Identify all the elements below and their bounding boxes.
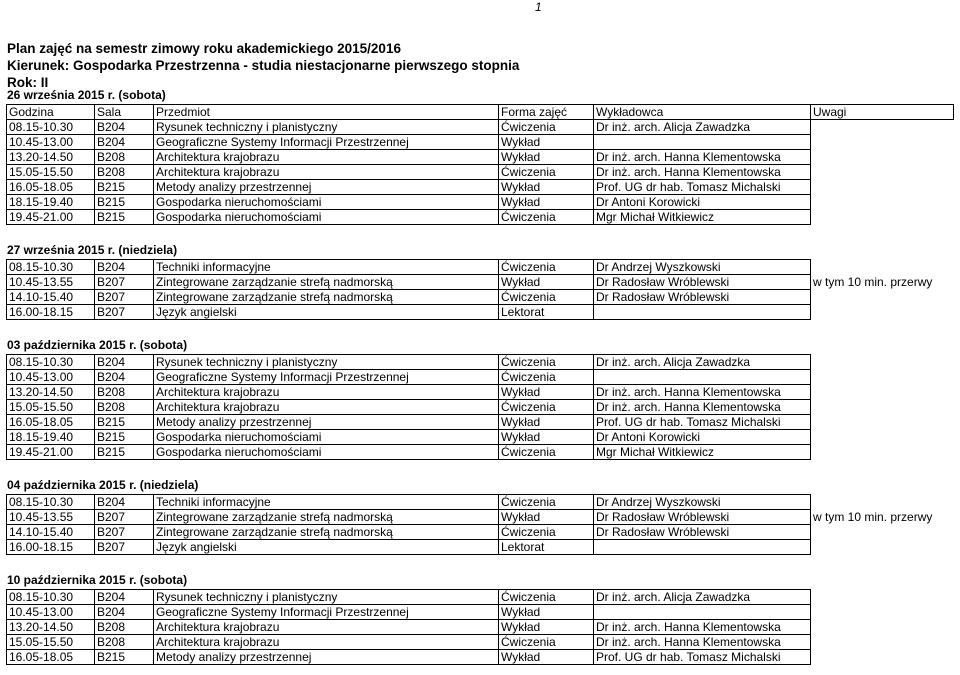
subject-cell: Rysunek techniczny i planistyczny [154,120,499,135]
room-cell: B207 [95,525,154,540]
notes-cell [811,150,954,165]
time-cell: 08.15-10.30 [7,590,95,605]
subject-cell: Architektura krajobrazu [154,385,499,400]
schedule-table [6,494,954,555]
time-cell: 10.45-13.55 [7,510,95,525]
lecturer-cell: Prof. UG dr hab. Tomasz Michalski [594,415,811,430]
notes-cell [811,120,954,135]
class-type-cell: Ćwiczenia [499,590,594,605]
page-number: 1 [535,0,542,14]
notes-cell [811,290,954,305]
table-row [7,385,954,400]
room-cell: B215 [95,180,154,195]
room-cell: B208 [95,165,154,180]
subject-cell: Zintegrowane zarządzanie strefą nadmorską [154,525,499,540]
class-type-cell: Ćwiczenia [499,210,594,225]
table-row [7,180,954,195]
class-type-cell: Ćwiczenia [499,355,594,370]
class-type-cell: Lektorat [499,305,594,320]
schedule-day-section [6,87,954,225]
time-cell: 10.45-13.55 [7,275,95,290]
room-cell: B215 [95,430,154,445]
table-row [7,165,954,180]
class-type-cell: Wykład [499,650,594,665]
time-cell: 16.00-18.15 [7,305,95,320]
table-row [7,150,954,165]
subject-cell: Geograficzne Systemy Informacji Przestrzennej [154,605,499,620]
table-row [7,400,954,415]
subject-cell: Geograficzne Systemy Informacji Przestrzennej [154,135,499,150]
subject-cell: Metody analizy przestrzennej [154,415,499,430]
room-cell: B204 [95,590,154,605]
time-cell: 16.05-18.05 [7,650,95,665]
lecturer-cell [594,135,811,150]
day-heading: 04 października 2015 r. (niedziela) [7,478,199,492]
subject-cell: Gospodarka nieruchomościami [154,210,499,225]
room-cell: B204 [95,260,154,275]
lecturer-cell: Prof. UG dr hab. Tomasz Michalski [594,180,811,195]
notes-cell [811,635,954,650]
notes-cell [811,180,954,195]
lecturer-cell: Dr Radosław Wróblewski [594,275,811,290]
time-cell: 19.45-21.00 [7,210,95,225]
document-header [7,40,519,91]
subject-cell: Zintegrowane zarządzanie strefą nadmorską [154,290,499,305]
table-row [7,210,954,225]
day-heading: 03 października 2015 r. (sobota) [7,338,188,352]
lecturer-cell: Dr Antoni Korowicki [594,430,811,445]
room-cell: B207 [95,305,154,320]
table-row [7,605,954,620]
room-cell: B215 [95,445,154,460]
subject-cell: Język angielski [154,540,499,555]
time-cell: 10.45-13.00 [7,605,95,620]
class-type-cell: Ćwiczenia [499,400,594,415]
lecturer-cell: Mgr Michał Witkiewicz [594,445,811,460]
room-cell: B204 [95,370,154,385]
schedule-table [6,589,954,665]
time-cell: 15.05-15.50 [7,400,95,415]
table-row [7,415,954,430]
notes-cell [811,210,954,225]
class-type-cell: Lektorat [499,540,594,555]
lecturer-cell: Dr inż. arch. Hanna Klementowska [594,635,811,650]
subject-cell: Gospodarka nieruchomościami [154,445,499,460]
notes-cell [811,525,954,540]
time-cell: 13.20-14.50 [7,150,95,165]
notes-cell [811,355,954,370]
class-type-cell: Wykład [499,150,594,165]
lecturer-cell [594,605,811,620]
notes-cell [811,195,954,210]
class-type-cell: Wykład [499,510,594,525]
table-row [7,135,954,150]
schedule-day-section [6,572,954,665]
time-cell: 13.20-14.50 [7,385,95,400]
lecturer-cell: Mgr Michał Witkiewicz [594,210,811,225]
notes-cell [811,445,954,460]
header-title: Plan zajęć na semestr zimowy roku akademickiego 2015/2016 [7,41,401,56]
class-type-cell: Wykład [499,605,594,620]
schedule-day-section [6,337,954,460]
table-row [7,540,954,555]
schedule-day-section [6,242,954,320]
time-cell: 19.45-21.00 [7,445,95,460]
lecturer-cell: Dr Andrzej Wyszkowski [594,260,811,275]
room-cell: B207 [95,290,154,305]
room-cell: B215 [95,210,154,225]
room-cell: B208 [95,150,154,165]
time-cell: 08.15-10.30 [7,260,95,275]
header-field-of-study: Kierunek: Gospodarka Przestrzenna - studia niestacjonarne pierwszego stopnia [7,58,520,73]
table-row [7,305,954,320]
column-header: Godzina [7,105,95,120]
class-type-cell: Ćwiczenia [499,635,594,650]
notes-cell: w tym 10 min. przerwy [811,275,954,290]
notes-cell [811,415,954,430]
subject-cell: Zintegrowane zarządzanie strefą nadmorską [154,275,499,290]
lecturer-cell: Dr Antoni Korowicki [594,195,811,210]
room-cell: B208 [95,400,154,415]
lecturer-cell: Dr Andrzej Wyszkowski [594,495,811,510]
table-row [7,635,954,650]
class-type-cell: Wykład [499,620,594,635]
subject-cell: Techniki informacyjne [154,260,499,275]
time-cell: 08.15-10.30 [7,355,95,370]
time-cell: 14.10-15.40 [7,290,95,305]
lecturer-cell: Prof. UG dr hab. Tomasz Michalski [594,650,811,665]
lecturer-cell: Dr Radosław Wróblewski [594,510,811,525]
subject-cell: Gospodarka nieruchomościami [154,195,499,210]
time-cell: 08.15-10.30 [7,120,95,135]
time-cell: 18.15-19.40 [7,430,95,445]
table-row [7,195,954,210]
notes-cell [811,165,954,180]
time-cell: 10.45-13.00 [7,135,95,150]
table-row [7,355,954,370]
time-cell: 08.15-10.30 [7,495,95,510]
column-header: Przedmiot [154,105,499,120]
class-type-cell: Wykład [499,195,594,210]
time-cell: 13.20-14.50 [7,620,95,635]
lecturer-cell: Dr inż. arch. Alicja Zawadzka [594,590,811,605]
room-cell: B208 [95,635,154,650]
lecturer-cell [594,370,811,385]
lecturer-cell: Dr Radosław Wróblewski [594,525,811,540]
time-cell: 10.45-13.00 [7,370,95,385]
table-row [7,590,954,605]
lecturer-cell: Dr inż. arch. Alicja Zawadzka [594,120,811,135]
class-type-cell: Wykład [499,135,594,150]
class-type-cell: Wykład [499,430,594,445]
notes-cell [811,385,954,400]
room-cell: B204 [95,605,154,620]
lecturer-cell: Dr inż. arch. Hanna Klementowska [594,150,811,165]
table-row [7,120,954,135]
room-cell: B215 [95,650,154,665]
table-row [7,275,954,290]
day-heading: 26 września 2015 r. (sobota) [7,88,166,102]
class-type-cell: Ćwiczenia [499,370,594,385]
class-type-cell: Ćwiczenia [499,290,594,305]
notes-cell [811,305,954,320]
notes-cell [811,495,954,510]
table-row [7,370,954,385]
schedule-sections [6,87,954,665]
table-row [7,650,954,665]
room-cell: B207 [95,510,154,525]
class-type-cell: Wykład [499,415,594,430]
notes-cell [811,590,954,605]
column-header: Forma zajęć [499,105,594,120]
notes-cell [811,540,954,555]
notes-cell [811,620,954,635]
room-cell: B208 [95,620,154,635]
class-type-cell: Ćwiczenia [499,445,594,460]
room-cell: B215 [95,195,154,210]
notes-cell [811,135,954,150]
table-row [7,445,954,460]
class-type-cell: Wykład [499,180,594,195]
column-header: Sala [95,105,154,120]
subject-cell: Język angielski [154,305,499,320]
room-cell: B204 [95,355,154,370]
lecturer-cell: Dr inż. arch. Hanna Klementowska [594,165,811,180]
schedule-day-section [6,477,954,555]
time-cell: 16.00-18.15 [7,540,95,555]
lecturer-cell: Dr inż. arch. Hanna Klementowska [594,400,811,415]
subject-cell: Rysunek techniczny i planistyczny [154,590,499,605]
class-type-cell: Ćwiczenia [499,260,594,275]
time-cell: 18.15-19.40 [7,195,95,210]
header-year: Rok: II [7,75,49,90]
subject-cell: Gospodarka nieruchomościami [154,430,499,445]
subject-cell: Metody analizy przestrzennej [154,650,499,665]
notes-cell [811,605,954,620]
subject-cell: Architektura krajobrazu [154,620,499,635]
subject-cell: Geograficzne Systemy Informacji Przestrzennej [154,370,499,385]
day-heading: 10 października 2015 r. (sobota) [7,573,188,587]
class-type-cell: Ćwiczenia [499,165,594,180]
table-row [7,510,954,525]
time-cell: 15.05-15.50 [7,165,95,180]
class-type-cell: Ćwiczenia [499,525,594,540]
room-cell: B204 [95,120,154,135]
subject-cell: Techniki informacyjne [154,495,499,510]
lecturer-cell: Dr inż. arch. Alicja Zawadzka [594,355,811,370]
room-cell: B215 [95,415,154,430]
table-row [7,290,954,305]
day-heading: 27 września 2015 r. (niedziela) [7,243,178,257]
table-header-row [7,105,954,120]
room-cell: B207 [95,540,154,555]
lecturer-cell: Dr inż. arch. Hanna Klementowska [594,385,811,400]
time-cell: 16.05-18.05 [7,415,95,430]
notes-cell [811,370,954,385]
table-row [7,525,954,540]
notes-cell [811,650,954,665]
notes-cell [811,400,954,415]
subject-cell: Metody analizy przestrzennej [154,180,499,195]
column-header: Wykładowca [594,105,811,120]
lecturer-cell [594,540,811,555]
schedule-table [6,259,954,320]
subject-cell: Zintegrowane zarządzanie strefą nadmorską [154,510,499,525]
room-cell: B204 [95,135,154,150]
subject-cell: Rysunek techniczny i planistyczny [154,355,499,370]
schedule-table [6,104,954,225]
subject-cell: Architektura krajobrazu [154,635,499,650]
class-type-cell: Wykład [499,275,594,290]
subject-cell: Architektura krajobrazu [154,150,499,165]
subject-cell: Architektura krajobrazu [154,400,499,415]
subject-cell: Architektura krajobrazu [154,165,499,180]
notes-cell: w tym 10 min. przerwy [811,510,954,525]
column-header: Uwagi [811,105,954,120]
room-cell: B208 [95,385,154,400]
time-cell: 16.05-18.05 [7,180,95,195]
room-cell: B207 [95,275,154,290]
class-type-cell: Ćwiczenia [499,120,594,135]
notes-cell [811,430,954,445]
time-cell: 15.05-15.50 [7,635,95,650]
room-cell: B204 [95,495,154,510]
table-row [7,260,954,275]
schedule-table [6,354,954,460]
lecturer-cell: Dr inż. arch. Hanna Klementowska [594,620,811,635]
table-row [7,430,954,445]
lecturer-cell: Dr Radosław Wróblewski [594,290,811,305]
table-row [7,620,954,635]
class-type-cell: Ćwiczenia [499,495,594,510]
notes-cell [811,260,954,275]
lecturer-cell [594,305,811,320]
time-cell: 14.10-15.40 [7,525,95,540]
table-row [7,495,954,510]
class-type-cell: Wykład [499,385,594,400]
